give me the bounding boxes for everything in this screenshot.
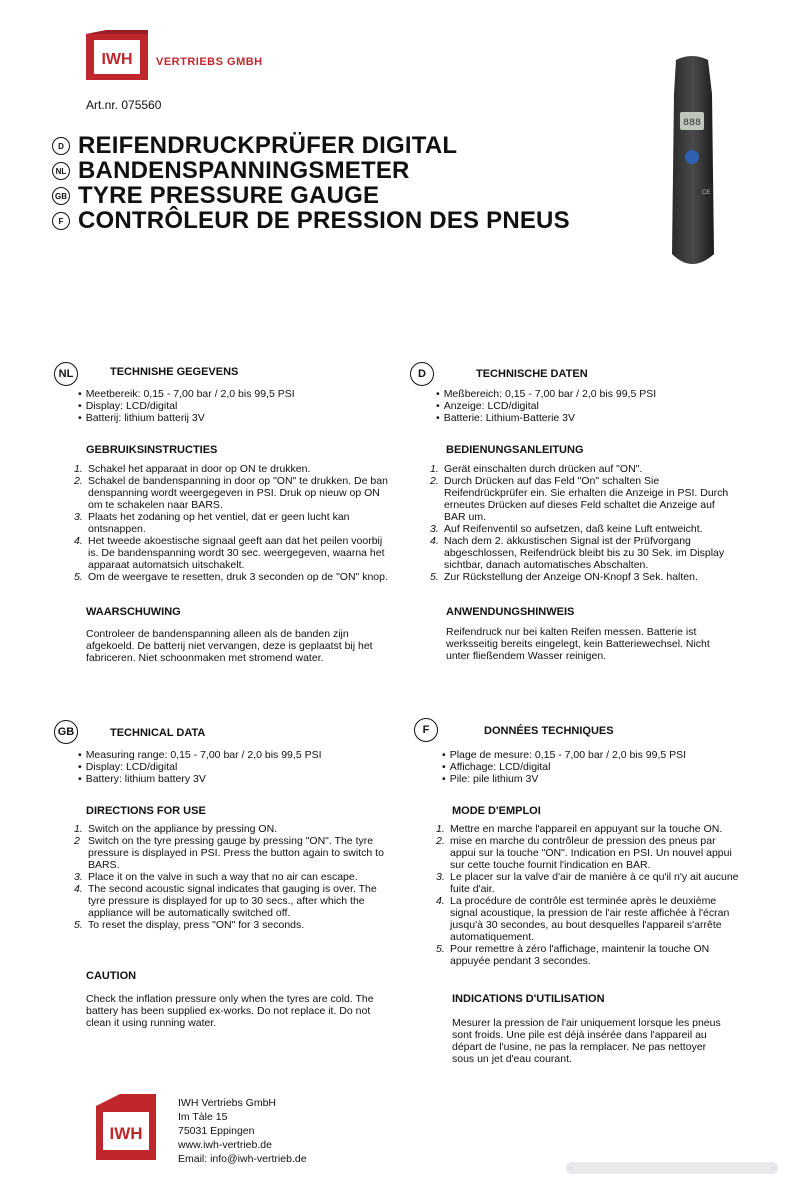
nl-instr-heading: GEBRUIKSINSTRUCTIES [86,444,218,456]
list-item: • Pile: pile lithium 3V [442,773,686,785]
gb-spec-list [78,749,322,785]
list-item: 1. Mettre en marche l'appareil en appuyant sur la touche ON. [436,823,723,835]
lang-badge-gb: GB [52,187,70,205]
list-item: 4. Nach dem 2. akkustischen Signal ist der Prüfvorgang abgeschlossen, Reifendrück bleibt bis zu 30 Sek. im Display sichtbar, danach automatisches Abschalten. [430,535,725,571]
list-item: 1. Switch on the appliance by pressing ON. [74,823,278,835]
gb-warn-text: Check the inflation pressure only when the tyres are cold. The battery has been supplied ex-works. Do not replace it. Do not clean it using running water. [86,993,374,1029]
f-spec-list [442,749,686,785]
d-badge-wrap [410,362,434,386]
f-warn-text: Mesurer la pression de l'air uniquement lorsque les pneus sont froids. Une pile est déjà insérée dans l'appareil au départ de l'usine, ne pas la remplacer. Ne pas nettoyer sous un jet d'eau courant. [452,1017,721,1065]
title-text: REIFENDRUCKPRÜFER DIGITAL [78,132,458,159]
list-item: • Display: LCD/digital [78,400,295,412]
list-item: • Anzeige: LCD/digital [436,400,656,412]
gb-warn-heading: CAUTION [86,970,137,982]
list-item: 3. Place it on the valve in such a way that no air can escape. [74,871,358,883]
section-badge-f: F [414,718,438,742]
list-item: 2 Switch on the tyre pressing gauge by pressing "ON". The tyre pressure is displayed in PSI. Press the button again to switch to BARS. [74,835,384,871]
iwh-logo [86,30,148,82]
title-f [52,207,570,235]
horizontal-scrollbar[interactable] [566,1162,778,1174]
street: Im Tàle 15 [178,1111,228,1123]
list-item: 5. To reset the display, press "ON" for 3 seconds. [74,919,305,931]
f-badge-wrap [414,718,438,742]
email: Email: info@iwh-vertrieb.de [178,1153,307,1165]
section-badge-nl: NL [54,362,78,386]
tyre-gauge-image [662,54,722,270]
gb-steps [74,823,390,931]
d-warn-heading: ANWENDUNGSHINWEIS [446,606,575,618]
nl-steps [74,463,390,583]
gb-badge-wrap [54,720,78,744]
list-item: 5. Pour remettre à zéro l'affichage, maintenir la touche ON appuyée pendant 3 secondes. [436,943,710,967]
f-steps [436,823,740,967]
list-item: • Plage de mesure: 0,15 - 7,00 bar / 2,0 bis 99,5 PSI [442,749,686,761]
footer-iwh-logo [96,1094,156,1160]
list-item: 5. Zur Rückstellung der Anzeige ON-Knopf 3 Sek. halten. [430,571,698,583]
company-name: IWH Vertriebs GmbH [178,1097,277,1109]
section-badge-d: D [410,362,434,386]
gb-tech-heading: TECHNICAL DATA [110,727,206,739]
lang-badge-d: D [52,137,70,155]
title-text: TYRE PRESSURE GAUGE [78,182,380,209]
f-warn-heading: INDICATIONS D'UTILISATION [452,993,605,1005]
brand-name: VERTRIEBS GMBH [156,56,263,68]
footer-address [178,1096,307,1166]
city: 75031 Eppingen [178,1125,255,1137]
list-item: • Display: LCD/digital [78,761,322,773]
list-item: 2. Schakel de bandenspanning in door op "ON" te drukken. De ban denspanning wordt weergegeven in PSI. Druk op nieuw op ON om te schakelen naar BARS. [74,475,388,511]
title-text: CONTRÔLEUR DE PRESSION DES PNEUS [78,207,570,234]
list-item: 2. Durch Drücken auf das Feld "On" schalten Sie Reifendrückprüfer ein. Sie erhalten die Anzeige in PSI. Durch erneutes Drücken auf dieses Feld schaltet die Anzeige auf BAR um. [430,475,729,523]
list-item: 1. Schakel het apparaat in door op ON te drukken. [74,463,311,475]
title-nl [52,157,410,185]
gb-instr-heading: DIRECTIONS FOR USE [86,805,206,817]
list-item: 4. La procédure de contrôle est terminée après le deuxième signal acoustique, la pression de l'air reste affichée à l'écran jusqu'à 30 secondes, au bout desquelles l'appareil s'arrête automatiquement. [436,895,730,943]
list-item: 2. mise en marche du contrôleur de pression des pneus par appui sur la touche "ON". Indication en PSI. Un nouvel appui sur cette touche fournit l'indication en BAR. [436,835,732,871]
list-item: • Batterie: Lithium-Batterie 3V [436,412,656,424]
website: www.iwh-vertrieb.de [178,1139,272,1151]
list-item: 1. Gerät einschalten durch drücken auf "ON". [430,463,643,475]
title-text: BANDENSPANNINGSMETER [78,157,410,184]
list-item: • Affichage: LCD/digital [442,761,686,773]
footer-logo-text: IWH [109,1124,143,1143]
title-de [52,132,457,160]
d-steps [430,463,736,583]
d-warn-text: Reifendruck nur bei kalten Reifen messen. Batterie ist werksseitig bereits eingelegt, kein Batteriewechsel. Nicht unter fließendem Wasser reinigen. [446,626,710,662]
article-number: Art.nr. 075560 [86,98,162,112]
list-item: • Meßbereich: 0,15 - 7,00 bar / 2,0 bis 99,5 PSI [436,388,656,400]
nl-badge-wrap [54,362,78,386]
nl-warn-text: Controleer de bandenspanning alleen als de banden zijn afgekoeld. De batterij niet vervangen, deze is geplaatst bij het fabriceren. Niet schoonmaken met stromend water. [86,628,373,664]
list-item: • Batterij: lithium batterij 3V [78,412,295,424]
list-item: 4. Het tweede akoestische signaal geeft aan dat het peilen voorbij is. De bandenspanning wordt 30 sec. weergegeven, waarna het apparaat automatsich uitschakelt. [74,535,385,571]
device-ce-label: CE [702,190,711,196]
lang-badge-nl: NL [52,162,70,180]
list-item: 5. Om de weergave te resetten, druk 3 seconden op de "ON" knop. [74,571,388,583]
nl-warn-heading: WAARSCHUWING [86,606,181,618]
nl-tech-heading: TECHNISHE GEGEVENS [110,366,239,378]
d-instr-heading: BEDIENUNGSANLEITUNG [446,444,584,456]
section-badge-gb: GB [54,720,78,744]
f-instr-heading: MODE D'EMPLOI [452,805,541,817]
list-item: • Battery: lithium battery 3V [78,773,322,785]
logo-text: IWH [101,51,133,68]
d-tech-heading: TECHNISCHE DATEN [476,368,588,380]
list-item: 3. Plaats het zodaning op het ventiel, dat er geen lucht kan ontsnappen. [74,511,350,535]
list-item: 4. The second acoustic signal indicates that gauging is over. The tyre pressure is displayed for up to 30 secs., after which the appliance will be automatically switched off. [74,883,377,919]
nl-spec-list [78,388,295,424]
list-item: • Meetbereik: 0,15 - 7,00 bar / 2,0 bis 99,5 PSI [78,388,295,400]
lang-badge-f: F [52,212,70,230]
f-tech-heading: DONNÉES TECHNIQUES [484,725,614,737]
d-spec-list [436,388,656,424]
list-item: 3. Auf Reifenventil so aufsetzen, daß keine Luft entweicht. [430,523,703,535]
title-gb [52,182,379,210]
list-item: 3. Le placer sur la valve d'air de manière à ce qu'il n'y ait aucune fuite d'air. [436,871,739,895]
list-item: • Measuring range: 0,15 - 7,00 bar / 2,0 bis 99,5 PSI [78,749,322,761]
device-screen-text: 888 [682,118,702,129]
